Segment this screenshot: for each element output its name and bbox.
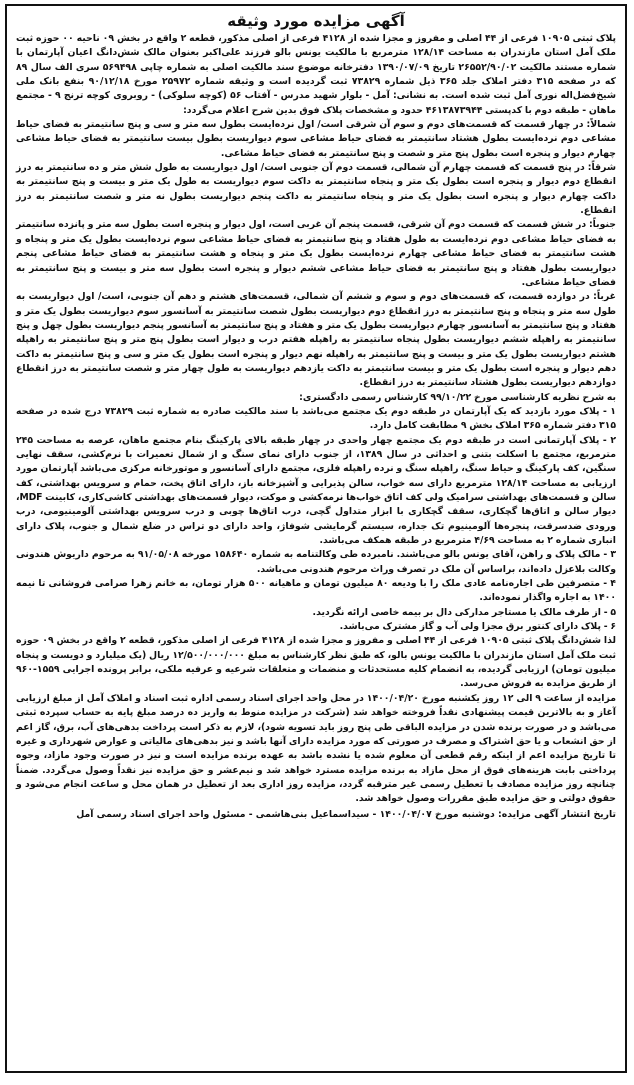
expert-item-4: ۴ - متصرفین طی اجاره‌نامه عادی ملک را با ودیعه ۸۰ میلیون تومان و ماهیانه ۵۰۰ هزار تومان، به خانم زهرا صرامی فروشانی تا نیمه ۱۴۰۰ به اجاره واگذار نموده‌اند. (16, 578, 616, 604)
boundary-west: غرباً: در دوازده قسمت، که قسمت‌های دوم و سوم و ششم آن شمالی، قسمت‌های هشتم و دهم آن جنوبی، است/ اول دیواریست به طول سه متر و پنجاه و پنج سانتیمتر به درز انقطاع دوم دیواریست بطول شصت سانتیمتر به آسانسور سوم دیواریست بطول یک متر و هفتاد و پنج سانتیمتر به آسانسور چهارم دیواریست بطول یک متر و هفتاد و پنج سانتیمتر به آسانسور پنجم دیواریست بطول چهل و پنج سانتیمتر به راهپله ششم دیواریست بطول پنجاه سانتیمتر به راهپله هفتم درب و دیوار است بطول پنج متر و پنج سانتیمتر به راهپله هشتم دیواریست بطول یک متر و بیست و پنج سانتیمتر به راهپله نهم دیوار و پنجره است بطول یک متر و سی و پنج سانتیمتر به داکت دهم دیوار و پنجره است بطول یک متر و بیست سانتیمتر به داکت یازدهم دیواریست به طول چهار متر و شصت سانتیمتر به درز انقطاع دوازدهم دیواریست بطول هشتاد سانتیمتر به درز انقطاع. (16, 291, 616, 389)
expert-opinion-heading: به شرح نظریه کارشناسی مورخ ۹۹/۱۰/۲۲ کارشناس رسمی دادگستری: (299, 391, 616, 403)
property-intro: پلاک ثبتی ۱۰۹۰۵ فرعی از ۴۴ اصلی و مفروز و مجزا شده از ۴۱۲۸ فرعی از اصلی مذکور، قطعه ۲ واقع در بخش ۰۹ ناحیه ۰۰ حوزه ثبت ملک آمل استان مازندران به مساحت ۱۲۸/۱۴ مترمربع با مالکیت یونس بالو فرزند علی‌اکبر بعنوان مالک شش‌دانگ اعیان آپارتمان با شماره مستند مالکیت ۲۶۵۵۲/۹۰/۰۲ تاریخ ۱۳۹۰/۰۷/۰۹ دفترخانه موضوع سند مالکیت اصلی به شماره چاپی ۵۶۹۴۹۸ سری الف سال ۸۹ که در صفحه ۳۱۵ دفتر املاک جلد ۳۶۵ ذیل شماره ۷۳۸۲۹ ثبت گردیده است و وثیقه شماره ۲۵۹۷۲ مورخ ۹۰/۱۲/۱۸ بنفع بانک ملی شیخ‌فضل‌اله نوری آمل ثبت شده است. به نشانی: آمل - بلوار شهید مدرس - آفتاب ۵۶ (کوچه سلوکی) - روبروی کوچه ترنج ۹ - مجتمع ماهان - طبقه دوم با کدپستی ۴۶۱۳۸۷۳۹۴۴ حدود و مشخصات پلاک فوق بدین شرح اعلام می‌گردد: (16, 33, 617, 116)
expert-item-1: ۱ - پلاک مورد بازدید که یک آپارتمان در طبقه دوم یک مجتمع می‌باشد با سند مالکیت صادره به شماره ثبت ۷۳۸۲۹ درج شده در صفحه ۳۱۵ دفتر شماره ۳۶۵ املاک بخش ۹ مطابقت کامل دارد. (16, 405, 616, 432)
boundary-east: شرقاً: در پنج قسمت که قسمت چهارم آن شمالی، قسمت دوم آن جنوبی است/ اول دیواریست به طول شش متر و ده سانتیمتر به درز انقطاع دوم دیوار و پنجره است بطول یک متر و پنجاه سانتیمتر به داکت سوم دیواریست به طول یک متر و بیست و پنج سانتیمتر به داکت چهارم دیوار و پنجره است بطول یک متر و پنجاه سانتیمتر به داکت پنجم دیواریست بطول نه متر و شصت سانتیمتر به درز انقطاع. (16, 162, 616, 217)
auction-notice (5, 4, 627, 1073)
boundary-south: جنوباً: در شش قسمت که قسمت دوم آن شرقی، قسمت پنجم آن غربی است، اول دیوار و پنجره است بطول سه متر و پانزده سانتیمتر به فضای حیاط مشاعی دوم نرده‌ایست به طول هفتاد و پنج سانتیمتر به فضای حیاط مشاعی سوم نرده‌ایست بطول یک متر و پنجاه و هشت سانتیمتر به فضای حیاط مشاعی چهارم نرده‌ایست بطول یک متر و پنجاه و هشت سانتیمتر به فضای حیاط مشاعی پنجم دیواریست بطول هفتاد و پنج سانتیمتر به فضای حیاط مشاعی ششم دیوار و پنجره است بطول سه متر و بیست و پنج سانتیمتر به فضای حیاط مشاعی. (16, 219, 616, 288)
expert-item-3: ۳ - مالک پلاک و راهن، آقای یونس بالو می‌باشند. نامبرده طی وکالتنامه به شماره ۱۵۸۶۴۰ مورخه ۹۱/۰۵/۰۸ به مرحوم داریوش هندونی وکالت بلاعزل داده‌اند، براساس آن ملک در تصرف وراث مرحوم هندونی می‌باشد. (16, 549, 617, 575)
auction-terms: مزایده از ساعت ۹ الی ۱۲ روز یکشنبه مورخ ۱۴۰۰/۰۴/۲۰ در محل واحد اجرای اسناد رسمی اداره ثبت اسناد و املاک آمل از مبلغ ارزیابی آغاز و به بالاترین قیمت پیشنهادی نقداً فروخته خواهد شد (شرکت در مزایده منوط به واریز ده درصد مبلغ پایه به حساب سپرده ثبتی می‌باشد و در صورت برنده شدن در مزایده الباقی طی پنج روز باید تسویه شود)، لازم به ذکر است پرداخت بدهی‌های آب، برق، گاز اعم از حق انشعاب و یا حق اشتراک و مصرف در صورتی که مورد مزایده دارای آنها باشد و نیز بدهی‌های مالیاتی و عوارض شهرداری و غیره تا تاریخ مزایده اعم از اینکه رقم قطعی آن معلوم شده یا نشده باشد به عهده برنده مزایده است و نیز در صورت وجود مازاد، وجوه پرداختی بابت هزینه‌های فوق از محل مازاد به برنده مزایده مسترد خواهد شد و نیم‌عشر و حق مزایده نیز نقداً وصول می‌گردد. ضمناً چنانچه روز مزایده مصادف با تعطیل رسمی غیر مترقبه گردد، مزایده روز اداری بعد از تعطیل در همان محل و ساعت انجام می‌شود و حقوق دولتی و حق مزایده طبق مقررات وصول خواهد شد. (16, 692, 617, 805)
expert-item-6: ۶ - پلاک دارای کنتور برق مجزا ولی آب و گاز مشترک می‌باشد. (339, 621, 616, 633)
publication-footer: تاریخ انتشار آگهی مزایده: دوشنبه مورخ ۱۴۰۰/۰۴/۰۷ - سیداسماعیل بنی‌هاشمی - مسئول واحد اجرای اسناد رسمی آمل (76, 808, 616, 820)
boundary-north: شمالاً: در چهار قسمت که قسمت‌های دوم و سوم آن شرقی است/ اول نرده‌ایست بطول سه متر و سی و پنج سانتیمتر به فضای حیاط مشاعی دوم نرده‌ایست بطول هشتاد سانتیمتر به فضای حیاط مشاعی سوم دیواریست بطول بیست سانتیمتر به فضای حیاط مشاعی چهارم دیوار و پنجره است بطول پنج متر و شصت و پنج سانتیمتر به فضای حیاط مشاعی. (16, 119, 616, 159)
expert-item-2: ۲ - پلاک آپارتمانی است در طبقه دوم یک مجتمع چهار واحدی در چهار طبقه بالای پارکینگ بنام مجتمع ماهان، عرصه به مساحت ۲۴۵ مترمربع، مجتمع با اسکلت بتنی و احداثی در سال ۱۳۸۹، از جنوب دارای نمای سنگ و از شمال تعمیرات با نرم‌کشی، سقف نهایی سنگین، کف پارکینگ و حیاط سنگ، راهپله سنگ و نرده راهپله فلزی، مجتمع دارای آسانسور و موتورخانه مرکزی می‌باشد آپارتمان مورد ارزیابی به مساحت ۱۲۸/۱۴ مترمربع دارای سه خواب، سالن پذیرایی و آشپزخانه باز، دارای اتاق پخت، حمام و سرویس بهداشتی، کف سالن و قسمت‌های بهداشتی سرامیک ولی کف اتاق خواب‌ها نرمه‌کشی و موکت، دیوار قسمت‌های بهداشتی کاشی‌کاری، کابینت MDF، دیوار سالن و اتاق‌ها گچکاری، سقف گچکاری با ابزار متداول گچی، درب اتاق‌ها چوبی و درب سرویس بهداشتی آلومینیومی، درب ورودی ضدسرقت، پنجره‌ها آلومینیوم تک جداره، سیستم گرمایشی شوفاژ، واحد دارای دو تراس در ضلع شمال و جنوب، پلاک دارای انباری شماره ۲ به مساحت ۴/۶۹ مترمربع در طبقه همکف می‌باشد. (16, 434, 616, 547)
notice-title: آگهی مزایده مورد وثیقه (227, 12, 405, 30)
appraisal-statement: لذا شش‌دانگ پلاک ثبتی ۱۰۹۰۵ فرعی از ۴۴ اصلی و مفروز و مجزا شده از ۴۱۲۸ فرعی از اصلی مذکور، قطعه ۲ واقع در بخش ۰۹ حوزه ثبت ملک آمل استان مازندران با مالکیت یونس بالو، که طبق نظر کارشناس به مبلغ ۱۲/۵۰۰/۰۰۰/۰۰۰ ریال (یک میلیارد و دویست و پنجاه میلیون تومان) ارزیابی گردیده، به انضمام کلیه مستحدثات و منضمات و متعلقات شرعیه و عرفیه ملکی، برابر پرونده اجرایی ۱۵۵۹-۹۶۰ از طریق مزایده به فروش می‌رسد. (16, 635, 616, 690)
expert-item-5: ۵ - از طرف مالک یا مستاجر مدارکی دال بر بیمه خاصی ارائه نگردید. (312, 606, 616, 618)
